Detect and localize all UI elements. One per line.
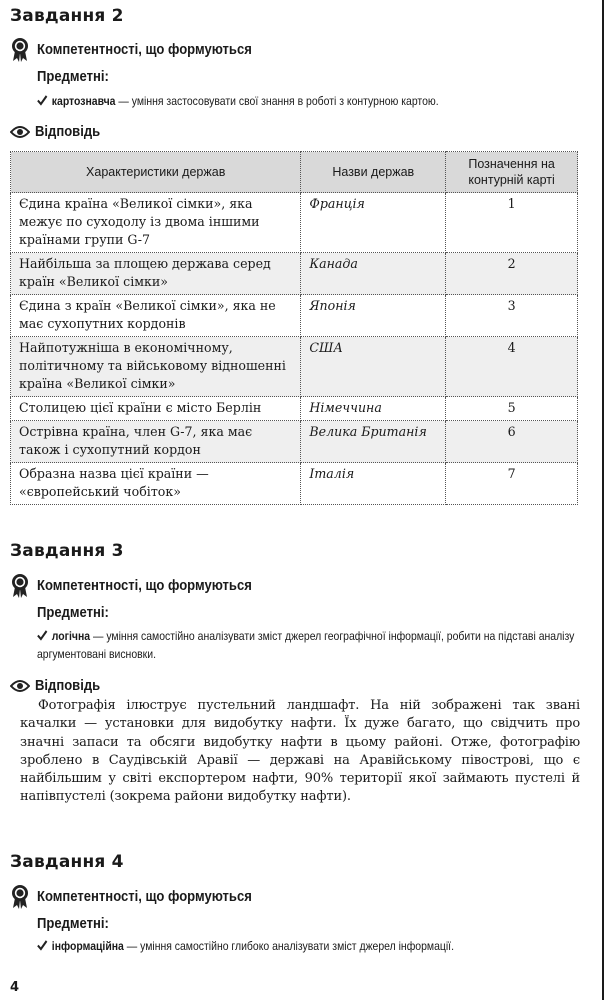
row-number: 7 xyxy=(446,463,578,505)
checkmark-icon xyxy=(37,94,47,106)
task4-title: Завдання 4 xyxy=(10,852,124,872)
table-row xyxy=(11,421,578,463)
task4-competency-desc: — уміння самостійно глибоко аналізувати зміст джерел інформації. xyxy=(123,939,454,953)
task2-answer-heading: Відповідь xyxy=(35,124,101,140)
header-country-names: Назви держав xyxy=(301,152,446,193)
rosette-icon xyxy=(10,884,30,910)
table-header-row xyxy=(11,152,578,193)
row-number: 6 xyxy=(446,421,578,463)
row-description: Єдина країна «Великої сімки», яка межує по суходолу із двома іншими країнами групи G-7 xyxy=(11,193,301,253)
task3-competency-term: логічна xyxy=(51,629,91,643)
task2-competency-desc: — уміння застосовувати свої знання в роботі з контурною картою. xyxy=(115,94,439,108)
row-number: 2 xyxy=(446,253,578,295)
table-row xyxy=(11,253,578,295)
task3-competency-desc: — уміння самостійно аналізувати зміст джерел географічної інформації, робити на підставі аналізу аргументовані висновки. xyxy=(37,629,575,661)
task3-answer-heading: Відповідь xyxy=(35,678,101,694)
row-number: 4 xyxy=(446,337,578,397)
task2-subject-heading: Предметні: xyxy=(37,69,109,85)
row-description: Найпотужніша в економічному, політичному та військовому відношенні країна «Великої сімки» xyxy=(11,337,301,397)
task2-answer-row xyxy=(10,122,107,142)
task3-title: Завдання 3 xyxy=(10,541,124,561)
row-country: США xyxy=(301,337,446,397)
header-characteristics: Характеристики держав xyxy=(11,152,301,193)
task3-subject-heading: Предметні: xyxy=(37,605,109,621)
row-description: Острівна країна, член G-7, яка має також і сухопутний кордон xyxy=(11,421,301,463)
page-number: 4 xyxy=(10,980,20,995)
table-row xyxy=(11,295,578,337)
row-number: 5 xyxy=(446,397,578,421)
table-row xyxy=(11,463,578,505)
eye-icon xyxy=(10,125,30,139)
header-map-label: Позначення на контурній карті xyxy=(446,152,578,193)
task4-competencies-heading: Компетентності, що формуються xyxy=(37,889,252,905)
task3-competencies-row xyxy=(10,573,276,599)
task2-title: Завдання 2 xyxy=(10,6,124,26)
row-description: Образна назва цієї країни — «європейський чобіток» xyxy=(11,463,301,505)
table-row xyxy=(11,337,578,397)
row-description: Столицею цієї країни є місто Берлін xyxy=(11,397,301,421)
task4-competency-term: інформаційна xyxy=(51,939,124,953)
row-country: Франція xyxy=(301,193,446,253)
countries-table xyxy=(10,151,578,505)
row-description: Найбільша за площею держава серед країн «Великої сімки» xyxy=(11,253,301,295)
task3-answer-text: Фотографія ілюструє пустельний ландшафт. На ній зображені так звані качалки — установки для видобутку нафти. Їх дуже багато, що свідчить про значні запаси та обсяги видобутку нафти в цьому районі. Отже, фотографію зроблено в Саудівській Аравії — державі на Аравійському півострові, що є найбільшим у світі експортером нафти, 90% території якої займають пустелі й напівпустелі (зокрема райони видобутку нафти). xyxy=(20,698,580,805)
table-row xyxy=(11,193,578,253)
row-number: 1 xyxy=(446,193,578,253)
task3-answer-row xyxy=(10,676,107,696)
table-row xyxy=(11,397,578,421)
task3-competencies-heading: Компетентності, що формуються xyxy=(37,578,252,594)
rosette-icon xyxy=(10,573,30,599)
checkmark-icon xyxy=(37,939,47,951)
row-country: Велика Британія xyxy=(301,421,446,463)
row-country: Італія xyxy=(301,463,446,505)
task4-subject-heading: Предметні: xyxy=(37,916,109,932)
task2-competency-term: картознавча xyxy=(51,94,116,108)
task3-competency-item xyxy=(37,627,585,663)
task4-competencies-row xyxy=(10,884,276,910)
rosette-icon xyxy=(10,37,30,63)
task2-competency-item xyxy=(37,92,585,110)
row-country: Канада xyxy=(301,253,446,295)
task2-competencies-heading: Компетентності, що формуються xyxy=(37,42,252,58)
checkmark-icon xyxy=(37,629,47,641)
row-number: 3 xyxy=(446,295,578,337)
row-description: Єдина з країн «Великої сімки», яка не має сухопутних кордонів xyxy=(11,295,301,337)
task4-competency-item xyxy=(37,937,585,955)
row-country: Німеччина xyxy=(301,397,446,421)
eye-icon xyxy=(10,679,30,693)
task2-competencies-row xyxy=(10,37,276,63)
row-country: Японія xyxy=(301,295,446,337)
